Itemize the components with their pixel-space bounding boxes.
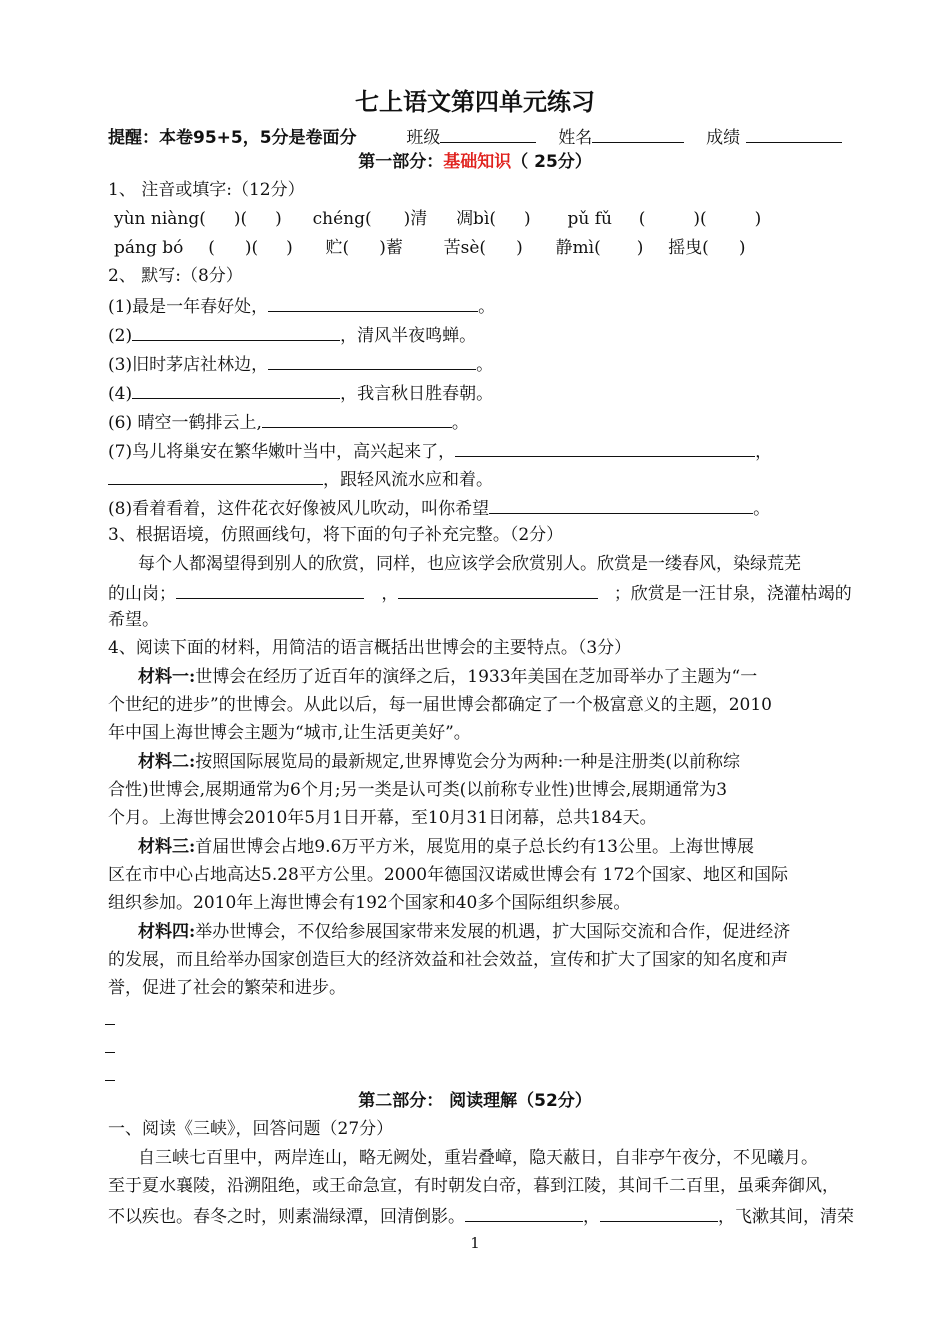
page-title: 七上语文第四单元练习 [355,88,595,116]
q2-end-mark: 。 [451,413,469,433]
answer-blank[interactable] [132,380,340,399]
q2-stem: 2、 默写:（8分） [108,266,243,286]
answer-blank[interactable] [268,351,476,370]
q3-line2 [108,580,852,606]
q3-stem: 3、根据语境，仿照画线句，将下面的句子补充完整。（2分） [108,525,564,545]
q1-r2-i: 静mì( [555,238,601,258]
reading-stem: 一、阅读《三峡》，回答问题（27分） [108,1119,394,1139]
q1-r1-a: yùn niàng( [114,209,206,229]
q2-item-7 [108,438,772,464]
q1-r2-c: )( [244,238,259,258]
score-field[interactable] [746,124,842,143]
material-1-label: 材料一: [138,667,196,687]
q2-end-mark: 。 [476,355,494,375]
answer-blank[interactable] [465,1203,583,1222]
q1-r1-f: 凋bì( [456,209,497,229]
material-1-line3: 年中国上海世博会主题为“城市,让生活更美好”。 [108,723,471,743]
q1-r2-h: ) [516,238,523,258]
part1-prefix: 第一部分： [358,152,444,172]
material-2-line3: 个月。上海世博会2010年5月1日开幕，至10月31日闭幕，总共184天。 [108,808,657,828]
q2-item-3-text: (3)旧时茅店社林边， [108,355,269,375]
q3-line2-a: 的山岗； [108,584,176,604]
q2-item-1-text: (1)最是一年春好处， [108,297,269,317]
answer-line[interactable] [105,1080,115,1081]
q1-r2-g: 苦sè( [443,238,487,258]
material-4-line3: 誉，促进了社会的繁荣和进步。 [108,978,346,998]
q1-r2-k: 摇曳( [668,238,709,258]
q2-item-4-num: (4) [108,384,133,404]
q2-item-8-text: (8)看着看着，这件花衣好像被风儿吹动，叫你希望 [108,499,490,519]
answer-blank[interactable] [132,322,340,341]
answer-blank[interactable] [176,580,364,599]
q1-stem: 1、 注音或填字:（12分） [108,180,305,200]
q2-end-mark: ， [755,442,773,462]
q1-r1-d: chéng( [312,209,372,229]
answer-blank[interactable] [108,466,323,485]
q1-r2-f: )蓄 [379,238,403,258]
material-1-line1 [138,665,757,689]
material-2-line2: 合性)世博会,展期通常为6个月;另一类是认可类(以前称专业性)世博会,展期通常为3 [108,780,728,800]
material-2-line1 [138,750,740,774]
q2-item-4-text: ，我言秋日胜春朝。 [340,384,494,404]
reading-p3-b: ， [583,1207,600,1227]
material-3-text: 首届世博会占地9.6万平方米，展览用的桌子总长约有13公里。上海世博展 [195,837,754,857]
q2-item-7-cont-text: ，跟轻风流水应和着。 [323,470,493,490]
material-4-line1 [138,920,790,944]
answer-line[interactable] [105,1024,115,1025]
q1-r2-b: ( [208,238,215,258]
material-3-line1 [138,835,754,859]
material-1-text: 世博会在经历了近百年的演绎之后，1933年美国在芝加哥举办了主题为“一 [195,667,758,687]
reading-p3-a: 不以疾也。春冬之时，则素湍绿潭，回清倒影。 [108,1207,465,1227]
class-label: 班级 [406,128,441,148]
q1-r2-e: 贮( [325,238,350,258]
q4-stem: 4、阅读下面的材料，用简洁的语言概括出世博会的主要特点。（3分） [108,638,632,658]
material-4-text: 举办世博会，不仅给参展国家带来发展的机遇，扩大国际交流和合作，促进经济 [195,922,791,942]
q1-r1-g: ) [524,209,531,229]
q3-line2-c: ；欣赏是一汪甘泉，浇灌枯竭的 [613,584,852,604]
part2-heading: 第二部分： 阅读理解（52分） [358,1091,592,1111]
q2-item-6 [108,409,469,435]
material-4-label: 材料四: [138,922,196,942]
part1-topic: 基础知识 [443,152,512,172]
answer-blank[interactable] [262,409,452,428]
q3-line3: 希望。 [108,610,159,630]
q3-line2-b: ， [381,584,399,604]
material-3-label: 材料三: [138,837,196,857]
q2-item-2-num: (2) [108,326,133,346]
reading-p2: 至于夏水襄陵，沿溯阻绝，或王命急宣，有时朝发白帝，暮到江陵，其间千二百里，虽乘奔御风， [108,1176,839,1196]
q2-item-6-text: (6) 晴空一鹤排云上, [108,413,262,433]
answer-blank[interactable] [489,495,753,514]
q2-item-4 [108,380,493,406]
page-number: 1 [470,1234,480,1252]
material-3-line2: 区在市中心占地高达5.28平方公里。2000年德国汉诺威世博会有 172个国家、地区和国际 [108,865,788,885]
reading-p1: 自三峡七百里中，两岸连山，略无阙处，重岩叠嶂，隐天蔽日，自非亭午夜分，不见曦月。 [138,1148,818,1168]
material-2-text: 按照国际展览局的最新规定,世界博览会分为两种:一种是注册类(以前称综 [195,752,741,772]
q1-r2-a: páng bó [114,238,184,258]
reading-p3-c: ，飞漱其间，清荣 [718,1207,854,1227]
material-2-label: 材料二: [138,752,196,772]
q1-r1-k: ) [754,209,762,229]
q2-item-3 [108,351,493,377]
q2-item-2 [108,322,476,348]
answer-line[interactable] [105,1052,115,1053]
class-field[interactable] [440,124,536,143]
q1-row1 [114,207,761,231]
header-row [108,124,842,150]
q1-r1-e: )清 [403,209,428,229]
reminder-text: 提醒：本卷95+5，5分是卷面分 [108,128,357,148]
name-field[interactable] [592,124,684,143]
q1-r2-l: ) [738,238,746,258]
material-3-line3: 组织参加。2010年上海世博会有192个国家和40多个国际组织参展。 [108,893,631,913]
q3-line1: 每个人都渴望得到别人的欣赏，同样，也应该学会欣赏别人。欣赏是一缕春风，染绿荒芜 [138,554,801,574]
part1-heading [0,150,950,174]
answer-blank[interactable] [268,293,478,312]
part1-points: （ 25分） [511,152,592,172]
q1-r1-h: pǔ fǔ [567,209,612,229]
q2-item-7-cont [108,466,493,492]
q1-row2 [114,236,745,260]
reading-p3 [108,1203,854,1229]
q1-r2-d: ) [286,238,293,258]
q2-item-2-text: ，清风半夜鸣蝉。 [340,326,477,346]
q2-end-mark: 。 [753,499,771,519]
answer-blank[interactable] [455,438,755,457]
material-4-line2: 的发展，而且给举办国家创造巨大的经济效益和社会效益，宣传和扩大了国家的知名度和声 [108,950,788,970]
name-label: 姓名 [558,128,593,148]
q2-end-mark: 。 [478,297,496,317]
q2-item-7-text: (7)鸟儿将巢安在繁华嫩叶当中，高兴起来了， [108,442,456,462]
answer-blank[interactable] [600,1203,718,1222]
material-1-line2: 个世纪的进步”的世博会。从此以后，每一届世博会都确定了一个极富意义的主题，2010 [108,695,772,715]
q1-r1-i: ( [638,209,646,229]
q2-item-8 [108,495,770,521]
q2-item-1 [108,293,495,319]
score-label: 成绩 [706,128,741,148]
q1-r2-j: ) [636,238,644,258]
q1-r1-c: ) [275,209,282,229]
q1-r1-j: )( [693,209,707,229]
answer-blank[interactable] [398,580,598,599]
q1-r1-b: )( [233,209,248,229]
